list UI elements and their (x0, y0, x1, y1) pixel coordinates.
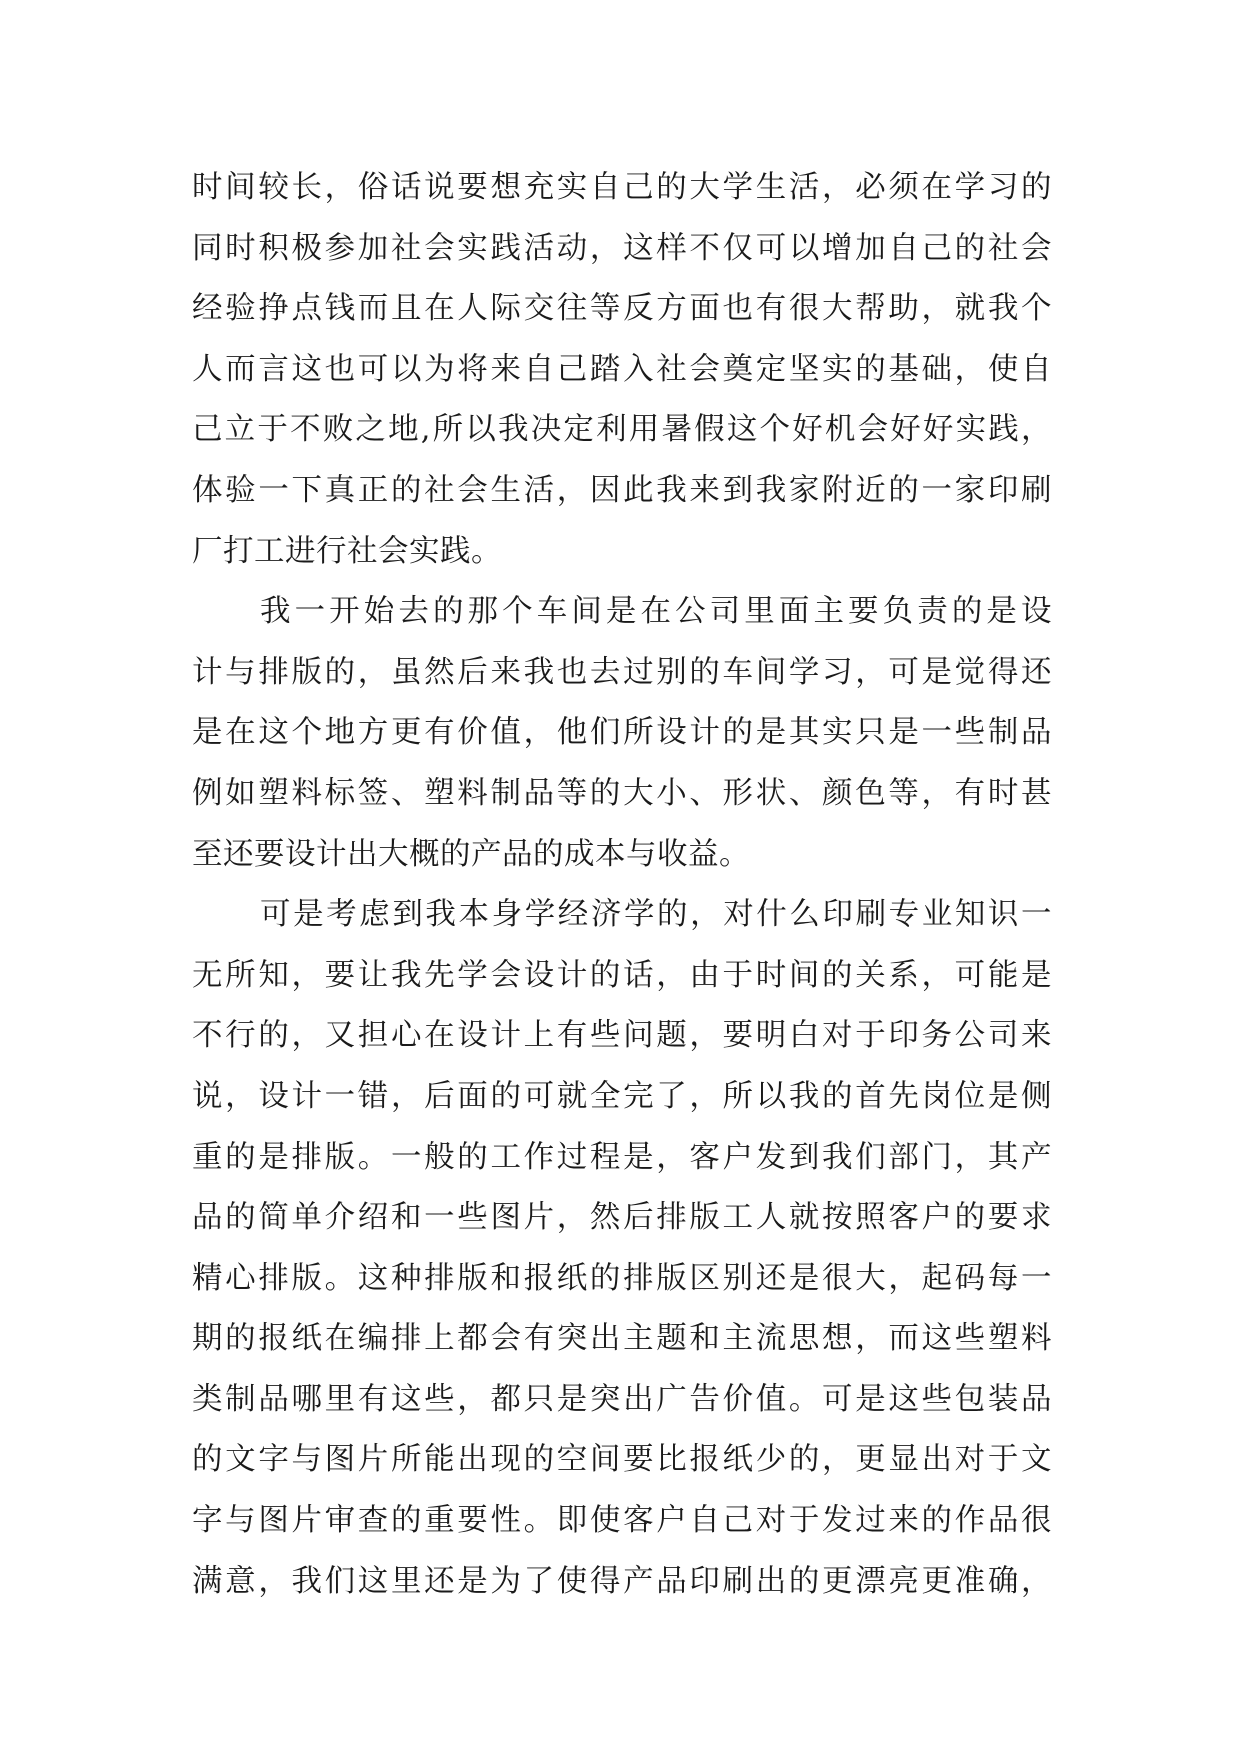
paragraph-3 (192, 885, 1052, 1612)
text-line: 体验一下真正的社会生活，因此我来到我家附近的一家印刷 (192, 472, 1052, 508)
text-line: 无所知，要让我先学会设计的话，由于时间的关系，可能是 (192, 957, 1052, 993)
text-line: 说，设计一错，后面的可就全完了，所以我的首先岗位是侧 (192, 1078, 1052, 1114)
text-line: 的文字与图片所能出现的空间要比报纸少的，更显出对于文 (192, 1442, 1052, 1478)
body-text (192, 158, 1052, 1612)
text-line: 经验挣点钱而且在人际交往等反方面也有很大帮助，就我个 (192, 291, 1052, 327)
text-line: 计与排版的，虽然后来我也去过别的车间学习，可是觉得还 (192, 654, 1052, 690)
text-line: 我一开始去的那个车间是在公司里面主要负责的是设 (260, 594, 1052, 630)
paragraph-1 (192, 158, 1052, 582)
text-line: 满意，我们这里还是为了使得产品印刷出的更漂亮更准确， (192, 1563, 1052, 1599)
text-line: 厂打工进行社会实践。 (192, 533, 502, 569)
text-line: 重的是排版。一般的工作过程是，客户发到我们部门，其产 (192, 1139, 1052, 1175)
text-line: 精心排版。这种排版和报纸的排版区别还是很大，起码每一 (192, 1260, 1052, 1296)
text-line: 例如塑料标签、塑料制品等的大小、形状、颜色等，有时甚 (192, 775, 1052, 811)
text-line: 同时积极参加社会实践活动，这样不仅可以增加自己的社会 (192, 230, 1052, 266)
text-line: 可是考虑到我本身学经济学的，对什么印刷专业知识一 (260, 897, 1052, 933)
text-line: 人而言这也可以为将来自己踏入社会奠定坚实的基础，使自 (192, 351, 1052, 387)
paragraph-2 (192, 582, 1052, 885)
text-line: 不行的，又担心在设计上有些问题，要明白对于印务公司来 (192, 1018, 1052, 1054)
text-line: 时间较长，俗话说要想充实自己的大学生活，必须在学习的 (192, 170, 1052, 205)
text-line: 己立于不败之地,所以我决定利用暑假这个好机会好好实践， (192, 412, 1052, 448)
text-line: 至还要设计出大概的产品的成本与收益。 (192, 836, 750, 872)
text-line: 品的简单介绍和一些图片，然后排版工人就按照客户的要求 (192, 1200, 1052, 1236)
text-line: 是在这个地方更有价值，他们所设计的是其实只是一些制品 (192, 715, 1052, 751)
text-line: 期的报纸在编排上都会有突出主题和主流思想，而这些塑料 (192, 1321, 1052, 1357)
text-line: 类制品哪里有这些，都只是突出广告价值。可是这些包装品 (192, 1381, 1052, 1417)
text-line: 字与图片审查的重要性。即使客户自己对于发过来的作品很 (192, 1503, 1052, 1539)
